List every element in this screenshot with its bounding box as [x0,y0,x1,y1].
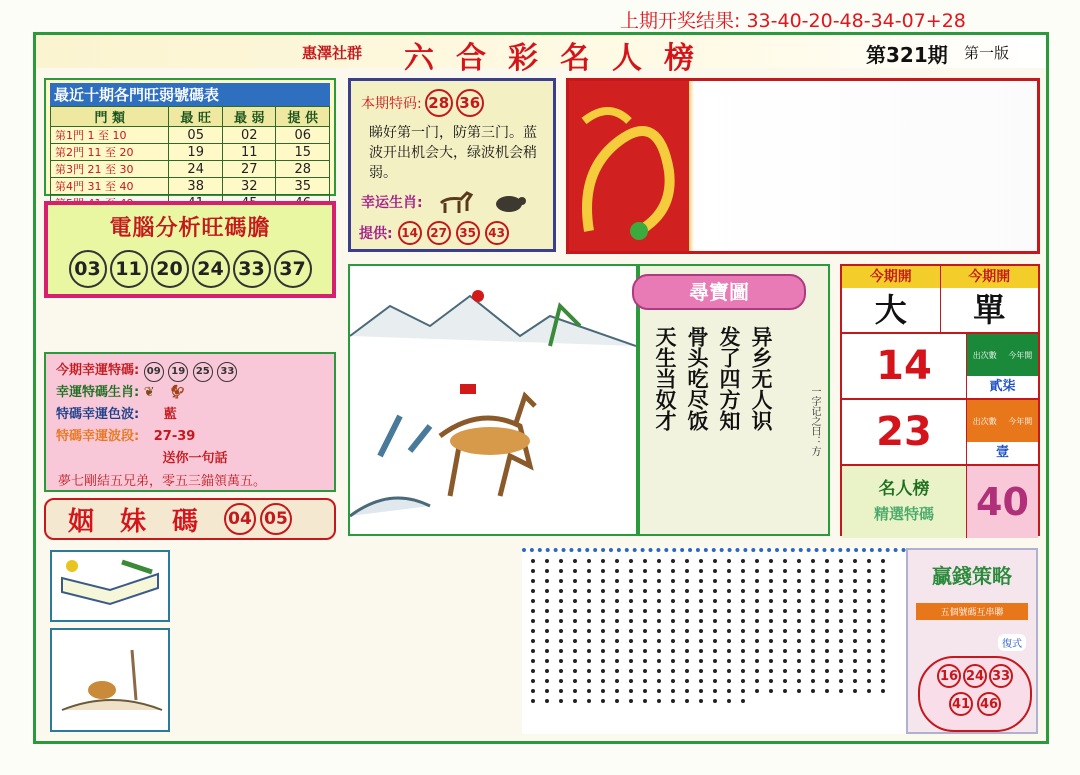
number-ball: 24 [192,250,230,288]
number-ball: 33 [233,250,271,288]
sister-label: 姻妹碼 [68,506,225,537]
issue-number: 第321期 [866,43,948,67]
lucky-row [56,426,334,448]
phrase-title: 送你一句話 [162,451,228,466]
lucky-range-label: 特碼幸運波段: [56,429,140,444]
lucky-ball: 19 [168,362,188,382]
rooster-icon: 🐓︎ [169,385,186,400]
odd-even-value: 單 [973,291,1006,329]
dot-grid [522,552,906,710]
win-title: 贏錢策略 [932,564,1012,588]
edition-label: 第一版 [964,44,1010,62]
lucky-row [56,360,334,382]
stat-side-label: 今年開 [1008,350,1033,360]
win-ball: 33 [989,664,1013,688]
win-subtitle: 五個號碼互串聯 [916,603,1028,620]
stat-number: 23 [842,400,967,464]
snake-icon: ❦ [143,385,155,400]
lucky-range-value: 27-39 [153,429,196,444]
top-result-label: 上期开奖结果: [620,10,741,32]
computer-numbers [48,250,332,288]
number-ball: 20 [151,250,189,288]
phrase-text: 夢七剛結五兄弟，零五三錨領萬五。 [58,474,267,489]
top-result-numbers: 33-40-20-48-34-07+28 [746,10,966,32]
provide-row [359,221,553,245]
sister-ball: 04 [224,503,256,535]
computer-panel [44,201,336,298]
win-ball: 41 [949,692,973,716]
lucky-zodiac-row [361,189,553,215]
col-header: 最 旺 [169,107,223,127]
lucky-ball: 25 [193,362,213,382]
poem-column: 异乡无人识 [749,326,774,431]
lucky-color-value: 藍 [163,407,177,422]
col-header: 門 類 [51,107,169,127]
lucky-ball: 33 [217,362,237,382]
poem-column: 发了四方知 [717,326,742,431]
win-numbers [918,656,1032,732]
lucky-row [56,382,334,404]
lucky-panel [44,352,336,492]
treasure-title: 尋寶圖 [632,274,806,310]
lucky-row [56,404,334,426]
dot-grid-panel [522,548,906,734]
horse-icon [437,189,477,215]
ten-period-panel [44,78,336,196]
big-small-value: 大 [842,288,941,332]
ten-period-title: 最近十期各門旺弱號碼表 [50,83,330,106]
table-row: 第3門 21 至 30 24 27 28 [51,161,330,178]
select-label: 精選特碼 [873,505,934,523]
poem-column: 天生当奴才 [653,326,678,431]
win-ball: 16 [937,664,961,688]
group-name: 惠澤社群 [302,44,363,62]
table-row: 第4門 31 至 40 38 32 35 [51,178,330,195]
provide-ball: 27 [427,221,451,245]
special-ball: 28 [425,89,453,117]
stat-side-label: 出次數 [972,416,997,426]
stat-side-label: 出次數 [972,350,997,360]
page-title: 六合彩名人榜 [404,41,716,76]
table-row: 第2門 11 至 20 19 11 15 [51,144,330,161]
special-panel [348,78,556,252]
special-label: 本期特码: [361,96,422,112]
provide-ball: 14 [398,221,422,245]
treasure-sign: 一字记之曰：方 [809,386,820,456]
provide-label: 提供: [359,226,393,242]
computer-title: 電腦分析旺碼膽 [109,216,271,241]
header-bar [36,35,1046,76]
provide-ball: 43 [485,221,509,245]
ten-period-table [50,106,330,212]
col-header: 最 弱 [222,107,276,127]
top-result [620,6,966,33]
treasure-panel [638,264,830,536]
fushi-label: 復式 [998,634,1026,651]
logo-swirl-icon [569,81,689,251]
win-ball: 46 [977,692,1001,716]
squirrel-icon [52,630,168,730]
special-text: 睇好第一门，防第三门。蓝波开出机会大，绿波机会稍弱。 [369,125,537,181]
mingren-label: 名人榜 [878,479,930,499]
featured-number: 40 [967,466,1038,538]
treasure-poem [652,326,774,431]
win-strategy-panel [906,548,1038,734]
stat-tag: 壹 [995,445,1009,460]
lucky-ball: 09 [144,362,164,382]
lucky-zodiac-label: 幸运生肖: [361,195,423,211]
squirrel-illustration [50,628,170,732]
sister-ball: 05 [260,503,292,535]
stat-number: 14 [842,334,967,398]
special-ball: 36 [456,89,484,117]
landscape-illustration [348,264,638,536]
rat-icon [489,189,529,215]
provide-ball: 35 [456,221,480,245]
right-panel [840,264,1040,536]
banner-logo-panel [566,78,1040,254]
sister-panel [44,498,336,540]
this-period-header: 今期開 [941,266,1039,288]
lucky-code-label: 今期幸運特碼: [56,363,140,378]
table-row: 第1門 1 至 10 05 02 06 [51,127,330,144]
lucky-color-label: 特碼幸運色波: [56,407,140,422]
this-period-header: 今期開 [842,266,941,288]
stat-tag: 貳柒 [989,379,1016,394]
deer-scene-icon [350,266,636,534]
win-ball: 24 [963,664,987,688]
book-illustration [50,550,170,622]
number-ball: 03 [69,250,107,288]
number-ball: 37 [274,250,312,288]
book-icon [52,552,168,620]
stat-side-label: 今年開 [1008,416,1033,426]
poem-column: 骨头吃尽饭 [685,326,710,431]
lucky-zodiac-label: 幸運特碼生肖: [56,385,140,400]
special-row [361,89,553,117]
number-ball: 11 [110,250,148,288]
col-header: 提 供 [276,107,330,127]
